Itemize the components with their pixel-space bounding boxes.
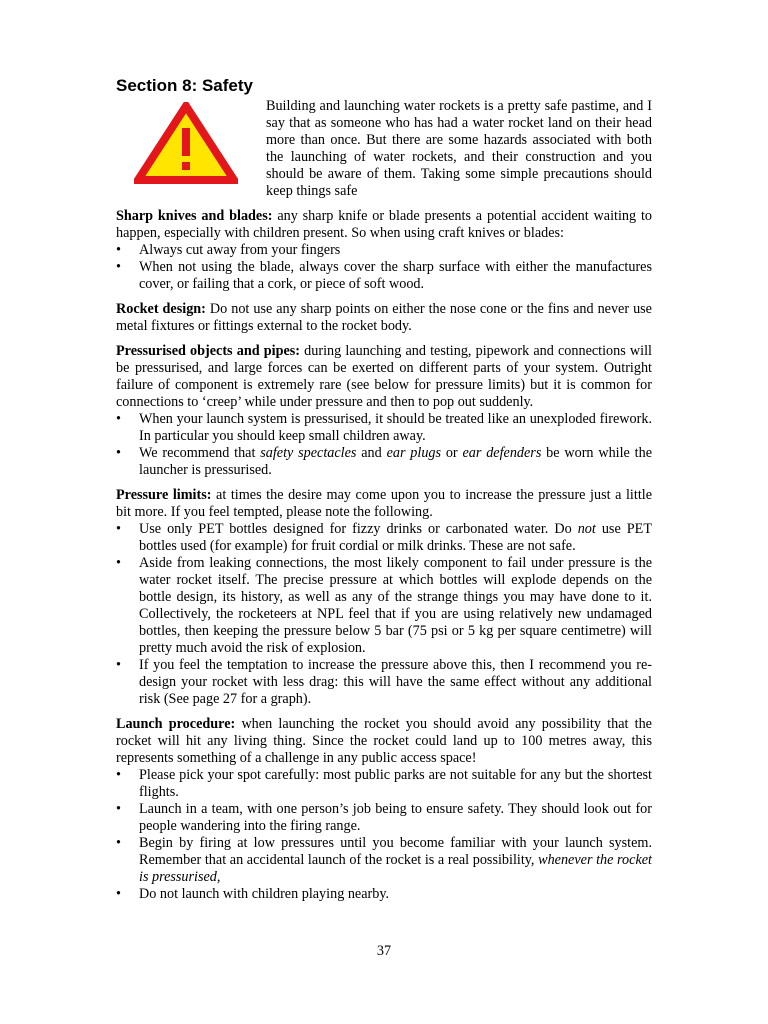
pressurised-list (116, 411, 652, 479)
text-run: , (216, 869, 221, 885)
list-item: • Use only PET bottles designed for fizzy drinks or carbonated water. Do not use PET bottles used (for example) for fruit cordial or milk drinks. These are not safe. (116, 521, 652, 554)
pressurised-text: during launching and testing, pipework and connections will be pressurised, and large forces can be exerted on different parts of your system. Outright failure of component is extremely rare (see below for pressure limits) but it is common for connections to ‘creep’ while under pressure and then to pop out suddenly. (116, 343, 652, 410)
warning-triangle-icon (134, 102, 238, 184)
document-page (116, 76, 652, 959)
italic-run: ear defenders (462, 445, 542, 461)
limits-list (116, 521, 652, 708)
list-item: • When not using the blade, always cover the sharp surface with either the manufactures cover, or failing that a cork, or piece of soft wood. (116, 259, 652, 292)
text-run: Use only PET bottles designed for fizzy drinks or carbonated water. Do (139, 521, 578, 537)
limits-heading: Pressure limits: (116, 487, 212, 503)
intro-block (116, 98, 652, 200)
text-run: or (441, 445, 463, 461)
pressurised-paragraph (116, 343, 652, 411)
italic-run: whenever the rocket is pressurised (139, 852, 652, 885)
exclamation-dot (182, 162, 190, 170)
launch-list (116, 767, 652, 903)
launch-text: when launching the rocket you should avoid any possibility that the rocket will hit any living thing. Since the rocket could land up to 100 metres away, this represents something of a challenge in any public access space! (116, 716, 652, 766)
list-item-text: When your launch system is pressurised, it should be treated like an unexploded firework. In particular you should keep small children away. (139, 411, 652, 444)
warning-figure (116, 98, 266, 190)
list-item-text: Do not launch with children playing nearby. (139, 886, 390, 902)
list-item: • Begin by firing at low pressures until you become familiar with your launch system. Remember that an accidental launch of the rocket is a real possibility, whenever the rocket is pressurised, (116, 835, 652, 885)
launch-paragraph (116, 716, 652, 767)
list-item-text: Always cut away from your fingers (139, 242, 341, 258)
italic-run: safety spectacles (260, 445, 357, 461)
list-item-text: Aside from leaking connections, the most likely component to fail under pressure is the water rocket itself. The precise pressure at which bottles will explode depends on the bottle design, its history, as well as any of the strange things you may have done to it. Collectively, the rocketeers at NPL feel that if you are using relatively new undamaged bottles, then keeping the pressure below 5 bar (75 psi or 5 kg per square centimetre) will pretty much avoid the risk of explosion. (139, 555, 652, 656)
list-item: • If you feel the temptation to increase the pressure above this, then I recommend you re-design your rocket with less drag: this will have the same effect without any additional risk (See page 27 for a graph). (116, 657, 652, 707)
list-item: • Do not launch with children playing nearby. (116, 886, 390, 902)
text-run: use PET bottles used (for example) for fruit cordial or milk drinks. These are not safe. (139, 521, 652, 554)
page-number: 37 (376, 943, 392, 959)
list-item-text: When not using the blade, always cover the sharp surface with either the manufactures cover, or failing that a cork, or piece of soft wood. (139, 259, 652, 292)
limits-text: at times the desire may come upon you to increase the pressure just a little bit more. If you feel tempted, please note the following. (116, 487, 652, 520)
text-run: and (356, 445, 387, 461)
list-item: • Please pick your spot carefully: most public parks are not suitable for any but the shortest flights. (116, 767, 652, 800)
rocket-paragraph (116, 301, 652, 335)
italic-run: not (577, 521, 596, 537)
sharp-heading: Sharp knives and blades: (116, 208, 273, 224)
italic-run: ear plugs (386, 445, 442, 461)
rocket-heading: Rocket design: (116, 301, 206, 317)
list-item-text: Launch in a team, with one person’s job being to ensure safety. They should look out for people wandering into the firing range. (139, 801, 652, 834)
sharp-list (116, 242, 652, 293)
list-item-text: Please pick your spot carefully: most public parks are not suitable for any but the shortest flights. (139, 767, 652, 800)
pressurised-heading: Pressurised objects and pipes: (116, 343, 301, 359)
text-run: Begin by firing at low pressures until you become familiar with your launch system. Remember that an accidental launch of the rocket is a real possibility, (139, 835, 652, 868)
limits-paragraph (116, 487, 652, 521)
list-item: • When your launch system is pressurised, it should be treated like an unexploded firework. In particular you should keep small children away. (116, 411, 652, 444)
list-item-text: If you feel the temptation to increase the pressure above this, then I recommend you re-design your rocket with less drag: this will have the same effect without any additional risk (See page 27 for a graph). (139, 657, 652, 707)
intro-paragraph: Building and launching water rockets is a pretty safe pastime, and I say that as someone who has had a water rocket land on their head more than once. But there are some hazards associated with both the launching of water rockets, and their construction and you should be aware of them. Taking some simple precautions should keep things safe (266, 98, 652, 199)
sharp-text: any sharp knife or blade presents a potential accident waiting to happen, especially with children present. So when using craft knives or blades: (116, 208, 652, 241)
text-run: We recommend that (139, 445, 261, 461)
exclamation-bar (182, 128, 190, 156)
rocket-text: Do not use any sharp points on either the nose cone or the fins and never use metal fixtures or fittings external to the rocket body. (116, 301, 652, 334)
list-item: • We recommend that safety spectacles and ear plugs or ear defenders be worn while the launcher is pressurised. (116, 445, 652, 478)
launch-heading: Launch procedure: (116, 716, 236, 732)
list-item: • Aside from leaking connections, the most likely component to fail under pressure is the water rocket itself. The precise pressure at which bottles will explode depends on the bottle design, its history, as well as any of the strange things you may have done to it. Collectively, the rocketeers at NPL feel that if you are using relatively new undamaged bottles, then keeping the pressure below 5 bar (75 psi or 5 kg per square centimetre) will pretty much avoid the risk of explosion. (116, 555, 652, 656)
list-item: • Launch in a team, with one person’s job being to ensure safety. They should look out for people wandering into the firing range. (116, 801, 652, 834)
section-title: Section 8: Safety (116, 76, 253, 95)
list-item: • Always cut away from your fingers (116, 242, 341, 258)
text-run: be worn while the launcher is pressurised. (139, 445, 652, 478)
sharp-paragraph (116, 208, 652, 242)
